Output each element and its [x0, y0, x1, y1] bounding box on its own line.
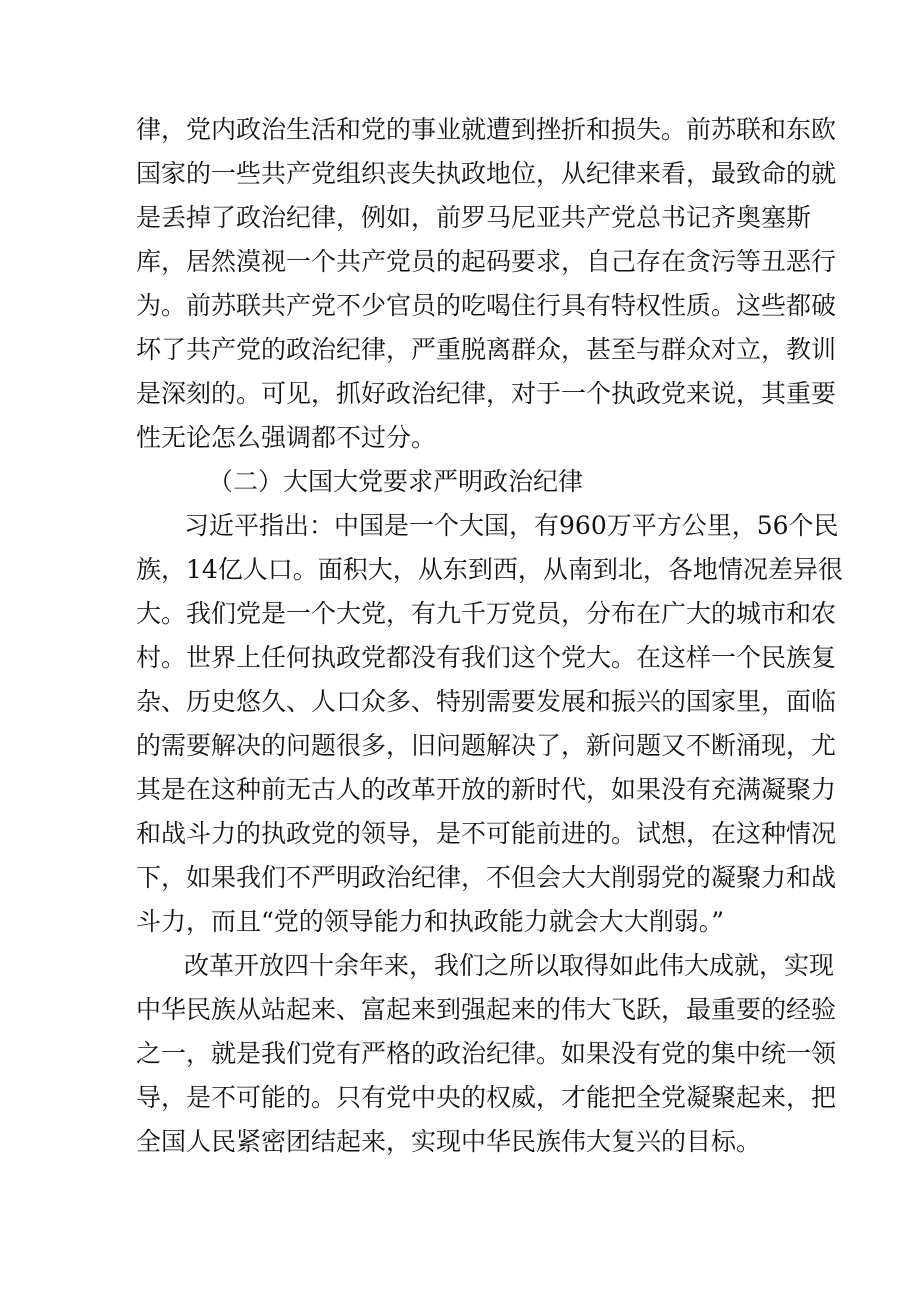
- body-line: 中华民族从站起来、富起来到强起来的伟大飞跃，最重要的经验: [136, 995, 837, 1024]
- body-line: 村。世界上任何执政党都没有我们这个党大。在这样一个民族复: [136, 643, 837, 672]
- body-line: 其是在这种前无古人的改革开放的新时代，如果没有充满凝聚力: [136, 775, 837, 804]
- body-line: 斗力，而且“党的领导能力和执政能力就会大大削弱。”: [136, 907, 725, 936]
- body-line: 大。我们党是一个大党，有九千万党员，分布在广大的城市和农: [136, 599, 837, 628]
- body-line: 导，是不可能的。只有党中央的权威，才能把全党凝聚起来，把: [136, 1083, 837, 1112]
- section-heading: （二）大国大党要求严明政治纪律: [208, 467, 584, 496]
- body-line: 和战斗力的执政党的领导，是不可能前进的。试想，在这种情况: [136, 819, 837, 848]
- body-line: 库，居然漠视一个共产党员的起码要求，自己存在贪污等丑恶行: [136, 247, 837, 276]
- body-line: 坏了共产党的政治纪律，严重脱离群众，甚至与群众对立，教训: [136, 335, 837, 364]
- body-line: 律，党内政治生活和党的事业就遭到挫折和损失。前苏联和东欧: [136, 115, 837, 144]
- body-line: 族，14亿人口。面积大，从东到西，从南到北，各地情况差异很: [136, 555, 843, 584]
- body-line: 下，如果我们不严明政治纪律，不但会大大削弱党的凝聚力和战: [136, 863, 837, 892]
- body-line: 为。前苏联共产党不少官员的吃喝住行具有特权性质。这些都破: [136, 291, 837, 320]
- paragraph-first-line: 习近平指出：中国是一个大国，有960万平方公里，56个民: [184, 511, 839, 540]
- body-line: 是深刻的。可见，抓好政治纪律，对于一个执政党来说，其重要: [136, 379, 837, 408]
- body-line: 杂、历史悠久、人口众多、特别需要发展和振兴的国家里，面临: [136, 687, 837, 716]
- body-line: 的需要解决的问题很多，旧问题解决了，新问题又不断涌现，尤: [136, 731, 837, 760]
- body-line: 是丢掉了政治纪律，例如，前罗马尼亚共产党总书记齐奥塞斯: [136, 203, 812, 232]
- body-line: 性无论怎么强调都不过分。: [136, 423, 437, 452]
- paragraph-first-line: 改革开放四十余年来，我们之所以取得如此伟大成就，实现: [184, 951, 835, 980]
- body-line: 全国人民紧密团结起来，实现中华民族伟大复兴的目标。: [136, 1127, 762, 1156]
- body-line: 国家的一些共产党组织丧失执政地位，从纪律来看，最致命的就: [136, 159, 837, 188]
- body-line: 之一，就是我们党有严格的政治纪律。如果没有党的集中统一领: [136, 1039, 837, 1068]
